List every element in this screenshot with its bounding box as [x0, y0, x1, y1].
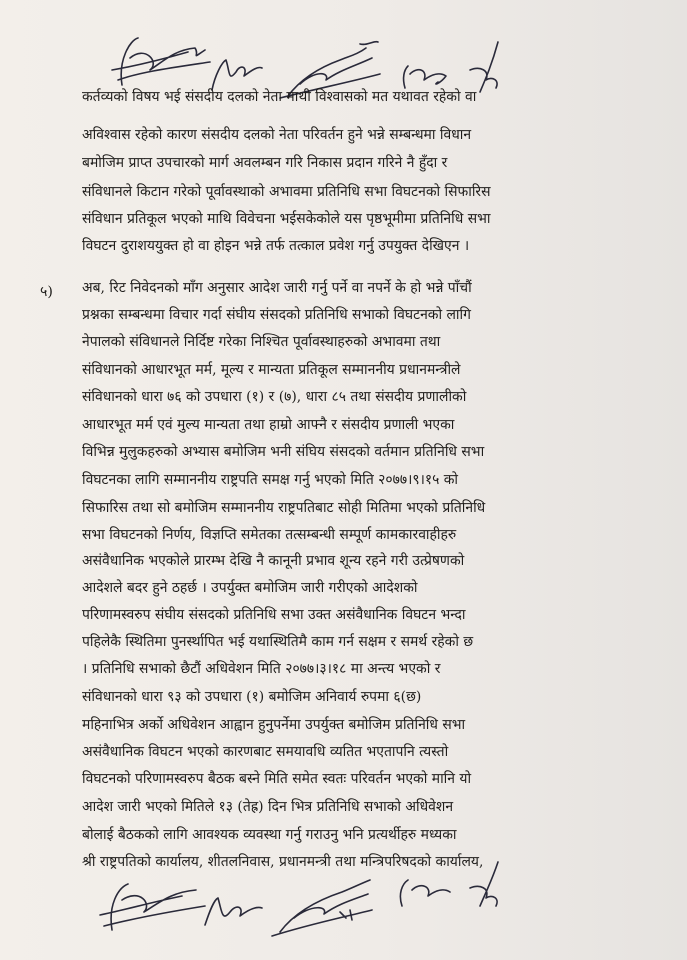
- paragraph-2-line-15: । प्रतिनिधि सभाको छैटौं अधिवेशन मिति २०७७।३।१८ मा अन्त्य भएको र: [82, 661, 441, 677]
- paragraph-2-line-1: अब, रिट निवेदनको माँग अनुसार आदेश जारी गर्नु पर्ने वा नपर्ने के हो भन्ने पाँचौं: [82, 280, 472, 296]
- paragraph-1-line-5: संविधान प्रतिकूल भएको माथि विवेचना भईसकेकोले यस पृष्ठभूमीमा प्रतिनिधि सभा: [82, 211, 491, 227]
- paragraph-2-line-10: सभा विघटनको निर्णय, विज्ञप्ति समेतका तत्सम्बन्धी सम्पूर्ण कामकारवाहीहरु: [82, 527, 457, 543]
- paragraph-2-line-2: प्रश्नका सम्बन्धमा विचार गर्दा संघीय संसदको प्रतिनिधि सभाको विघटनको लागि: [82, 307, 471, 323]
- paragraph-2-line-18: असंवैधानिक विघटन भएको कारणबाट समयावधि व्यतित भएतापनि त्यस्तो: [82, 744, 449, 760]
- signature-bottom-2: [205, 898, 262, 925]
- signature-top-1: [112, 38, 210, 85]
- paragraph-2-line-17: महिनाभित्र अर्को अधिवेशन आह्वान हुनुपर्नेमा उपर्युक्त बमोजिम प्रतिनिधि सभा: [82, 717, 466, 733]
- signature-bottom-3: [272, 880, 372, 936]
- signature-top-5: [470, 42, 498, 92]
- paragraph-2-line-12: आदेशले बदर हुने ठहर्छ । उपर्युक्त बमोजिम जारी गरीएको आदेशको: [82, 580, 418, 596]
- paragraph-2-line-6: आधारभूत मर्म एवं मुल्य मान्यता तथा हाम्रो आफ्नै र संसदीय प्रणाली भएका: [82, 417, 455, 433]
- paragraph-2-number: ५): [40, 284, 53, 300]
- signature-top-4: [404, 66, 446, 88]
- paragraph-1-line-4: संविधानले किटान गरेको पूर्वावस्थाको अभावमा प्रतिनिधि सभा विघटनको सिफारिस: [82, 184, 491, 200]
- paragraph-2-line-3: नेपालको संविधानले निर्दिष्ट गरेका निश्चित पूर्वावस्थाहरुको अभावमा तथा: [82, 334, 441, 350]
- paragraph-2-line-22: श्री राष्ट्रपतिको कार्यालय, शीतलनिवास, प्रधानमन्त्री तथा मन्त्रिपरिषदको कार्यालय,: [82, 854, 484, 870]
- paragraph-2-line-4: संविधानको आधारभूत मर्म, मूल्य र मान्यता प्रतिकूल सम्माननीय प्रधानमन्त्रीले: [82, 362, 461, 378]
- paragraph-1-line-1: कर्तव्यको विषय भई संसदीय दलको नेता माथी विश्वासको मत यथावत रहेको वा: [82, 89, 477, 105]
- paragraph-2-line-19: विघटनको परिणामस्वरुप बैठक बस्ने मिति समेत स्वतः परिवर्तन भएको मानि यो: [82, 771, 472, 787]
- paragraph-1-line-6: विघटन दुराशययुक्त हो वा होइन भन्ने तर्फ तत्काल प्रवेश गर्नु उपयुक्त देखिएन ।: [82, 238, 470, 254]
- signature-top-2: [212, 60, 262, 90]
- paragraph-1-line-2: अविश्वास रहेको कारण संसदीय दलको नेता परिवर्तन हुने भन्ने सम्बन्धमा विधान: [82, 127, 472, 143]
- paragraph-2-line-13: परिणामस्वरुप संघीय संसदको प्रतिनिधि सभा उक्त असंवैधानिक विघटन भन्दा: [82, 607, 466, 623]
- signature-bottom-1: [100, 884, 205, 930]
- paragraph-2-line-5: संविधानको धारा ७६ को उपधारा (१) र (७), धारा ८५ तथा संसदीय प्रणालीको: [82, 389, 467, 405]
- paragraph-2-line-8: विघटनका लागि सम्माननीय राष्ट्रपति समक्ष गर्नु भएको मिति २०७७।९।१५ को: [82, 472, 459, 488]
- paragraph-2-line-16: संविधानको धारा ९३ को उपधारा (१) बमोजिम अनिवार्य रुपमा ६(छ): [82, 689, 422, 705]
- paragraph-2-line-11: असंवैधानिक भएकोले प्रारम्भ देखि नै कानूनी प्रभाव शून्य रहने गरी उत्प्रेषणको: [82, 553, 465, 569]
- paragraph-2-line-7: विभिन्न मुलुकहरुको अभ्यास बमोजिम भनी संघिय संसदको वर्तमान प्रतिनिधि सभा: [82, 444, 485, 460]
- paragraph-1-line-3: बमोजिम प्राप्त उपचारको मार्ग अवलम्बन गरि निकास प्रदान गरिने नै हुँदा र: [82, 155, 448, 171]
- paragraph-2-line-14: पहिलेकै स्थितिमा पुनर्स्थापित भई यथास्थितिमै काम गर्न सक्षम र समर्थ रहेको छ: [82, 634, 474, 650]
- paragraph-2-line-9: सिफारिस तथा सो बमोजिम सम्माननीय राष्ट्रपतिबाट सोही मितिमा भएको प्रतिनिधि: [82, 500, 486, 516]
- paragraph-2-line-20: आदेश जारी भएको मितिले १३ (तेह्र) दिन भित्र प्रतिनिधि सभाको अधिवेशन: [82, 799, 454, 815]
- signature-bottom-4: [400, 880, 450, 906]
- paragraph-2-line-21: बोलाई बैठकको लागि आवश्यक व्यवस्था गर्नु गराउनु भनि प्रत्यर्थीहरु मध्यका: [82, 827, 457, 843]
